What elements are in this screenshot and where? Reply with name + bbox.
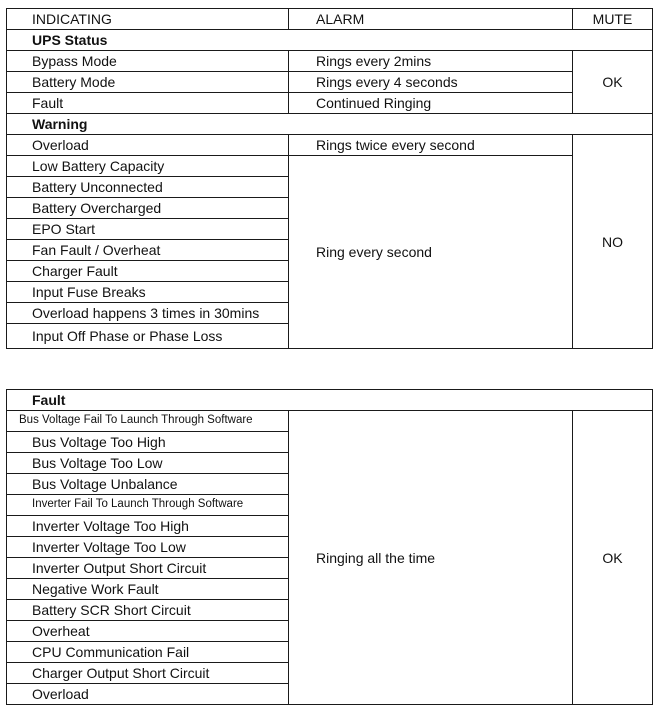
ups-alarm-table — [6, 8, 653, 349]
mute-cell: NO — [573, 135, 653, 349]
mute-cell: OK — [573, 411, 653, 705]
section-row — [7, 390, 653, 411]
indicating-cell: Inverter Output Short Circuit — [7, 558, 289, 579]
table-row — [7, 135, 653, 156]
table-row — [7, 51, 653, 72]
indicating-cell: Bus Voltage Unbalance — [7, 474, 289, 495]
alarm-cell: Continued Ringing — [289, 93, 573, 114]
header-row — [7, 9, 653, 30]
fault-alarm-table — [6, 389, 653, 705]
indicating-cell: Inverter Voltage Too High — [7, 516, 289, 537]
section-row — [7, 30, 653, 51]
table-row — [7, 72, 653, 93]
indicating-cell: EPO Start — [7, 219, 289, 240]
indicating-cell: Inverter Voltage Too Low — [7, 537, 289, 558]
header-alarm: ALARM — [289, 9, 573, 30]
indicating-cell: Bypass Mode — [7, 51, 289, 72]
indicating-cell: Inverter Fail To Launch Through Software — [7, 495, 289, 516]
indicating-cell: Fault — [7, 93, 289, 114]
mute-cell: OK — [573, 51, 653, 114]
indicating-cell: Overload happens 3 times in 30mins — [7, 303, 289, 324]
indicating-cell: CPU Communication Fail — [7, 642, 289, 663]
indicating-cell: Low Battery Capacity — [7, 156, 289, 177]
indicating-cell: Battery Overcharged — [7, 198, 289, 219]
indicating-cell: Negative Work Fault — [7, 579, 289, 600]
indicating-cell: Charger Fault — [7, 261, 289, 282]
alarm-cell: Rings every 4 seconds — [289, 72, 573, 93]
indicating-cell: Overload — [7, 135, 289, 156]
alarm-cell: Rings twice every second — [289, 135, 573, 156]
table-row — [7, 411, 653, 432]
indicating-cell: Battery SCR Short Circuit — [7, 600, 289, 621]
indicating-cell: Bus Voltage Too High — [7, 432, 289, 453]
indicating-cell: Bus Voltage Fail To Launch Through Software — [7, 411, 289, 432]
section-fault: Fault — [7, 390, 653, 411]
alarm-cell: Ring every second — [289, 156, 573, 349]
indicating-cell: Input Off Phase or Phase Loss — [7, 324, 289, 349]
header-indicating: INDICATING — [7, 9, 289, 30]
indicating-cell: Battery Mode — [7, 72, 289, 93]
section-ups-status: UPS Status — [7, 30, 653, 51]
indicating-cell: Overheat — [7, 621, 289, 642]
indicating-cell: Battery Unconnected — [7, 177, 289, 198]
section-warning: Warning — [7, 114, 653, 135]
table-row — [7, 156, 653, 177]
indicating-cell: Fan Fault / Overheat — [7, 240, 289, 261]
indicating-cell: Input Fuse Breaks — [7, 282, 289, 303]
indicating-cell: Bus Voltage Too Low — [7, 453, 289, 474]
indicating-cell: Overload — [7, 684, 289, 705]
table-row — [7, 93, 653, 114]
alarm-cell: Ringing all the time — [289, 411, 573, 705]
section-row — [7, 114, 653, 135]
header-mute: MUTE — [573, 9, 653, 30]
alarm-cell: Rings every 2mins — [289, 51, 573, 72]
indicating-cell: Charger Output Short Circuit — [7, 663, 289, 684]
